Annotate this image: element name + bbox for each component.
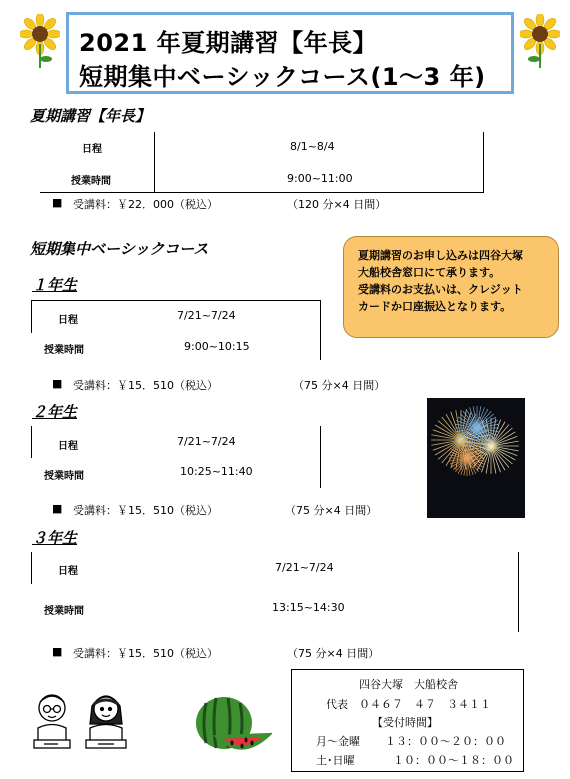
schedule-value: 7/21~7/24: [275, 561, 334, 574]
weekend-label: 土･日曜: [316, 754, 355, 767]
fee-text: 受講料：￥15．510（税込）: [73, 504, 218, 517]
fee-bullet: ■: [52, 502, 63, 515]
table-border: [31, 300, 32, 333]
fee-note: （75 分×4 日間）: [287, 647, 380, 660]
children-icon: [28, 688, 136, 760]
table-border: [320, 426, 321, 488]
time-value: 10:25~11:40: [180, 465, 253, 478]
time-label: 授業時間: [71, 176, 111, 187]
table-border: [31, 426, 32, 458]
time-label: 授業時間: [44, 606, 84, 617]
notice-line: カードか口座振込となります。: [358, 300, 512, 313]
grade1-heading: １年生: [32, 276, 78, 294]
schedule-label: 日程: [58, 441, 78, 452]
weekend-hours: １０：００～１８：００: [393, 754, 514, 767]
schedule-label: 日程: [82, 144, 102, 155]
table-divider: [154, 132, 155, 192]
table-border: [483, 132, 484, 192]
fee-note: （75 分×4 日間）: [293, 379, 386, 392]
notice-line: 夏期講習のお申し込みは四谷大塚: [358, 249, 523, 262]
weekday-hours: １３：００～２０：００: [385, 735, 506, 748]
title-box: [66, 12, 514, 94]
title-line-2: 短期集中ベーシックコース(1～3 年): [79, 63, 486, 91]
schedule-label: 日程: [58, 566, 78, 577]
time-value: 9:00~11:00: [287, 172, 353, 185]
schedule-value: 8/1~8/4: [290, 140, 335, 153]
time-label: 授業時間: [44, 471, 84, 482]
sunflower-icon: [20, 14, 60, 68]
contact-box: [291, 669, 524, 772]
weekday-label: 月～金曜: [316, 735, 360, 748]
watermelon-icon: [192, 693, 272, 757]
table-border: [320, 300, 321, 360]
table-border: [31, 552, 32, 584]
basic-course-heading: 短期集中ベーシックコース: [30, 240, 209, 258]
table-bottom-line: [40, 192, 484, 193]
fee-text: 受講料：￥15．510（税込）: [73, 379, 218, 392]
time-label: 授業時間: [44, 345, 84, 356]
table-border: [518, 552, 519, 632]
fee-text: 受講料：￥15．510（税込）: [73, 647, 218, 660]
table-top-line: [31, 300, 321, 301]
fee-bullet: ■: [52, 645, 63, 658]
fireworks-icon: [427, 398, 525, 518]
grade2-heading: ２年生: [32, 403, 78, 421]
sunflower-icon: [520, 14, 560, 68]
time-value: 13:15~14:30: [272, 601, 345, 614]
notice-box: [343, 236, 559, 338]
hours-label: 【受付時間】: [372, 716, 438, 729]
fee-bullet: ■: [52, 196, 63, 209]
schedule-label: 日程: [58, 315, 78, 326]
notice-line: 大船校舎窓口にて承ります。: [358, 266, 501, 279]
fee-bullet: ■: [52, 377, 63, 390]
time-value: 9:00~10:15: [184, 340, 250, 353]
fee-text: 受講料：￥22．000（税込）: [73, 198, 218, 211]
grade3-heading: ３年生: [32, 529, 78, 547]
phone-number: 代表 ０４６７ ４７ ３４１１: [326, 698, 491, 711]
title-line-1: 2021 年夏期講習【年長】: [79, 29, 378, 57]
kinder-heading: 夏期講習【年長】: [30, 107, 151, 125]
fee-note: （75 分×4 日間）: [285, 504, 378, 517]
notice-line: 受講料のお支払いは、クレジット: [358, 283, 523, 296]
schedule-value: 7/21~7/24: [177, 435, 236, 448]
school-name: 四谷大塚 大船校舎: [359, 678, 458, 691]
schedule-value: 7/21~7/24: [177, 309, 236, 322]
fee-note: （120 分×4 日間）: [287, 198, 387, 211]
